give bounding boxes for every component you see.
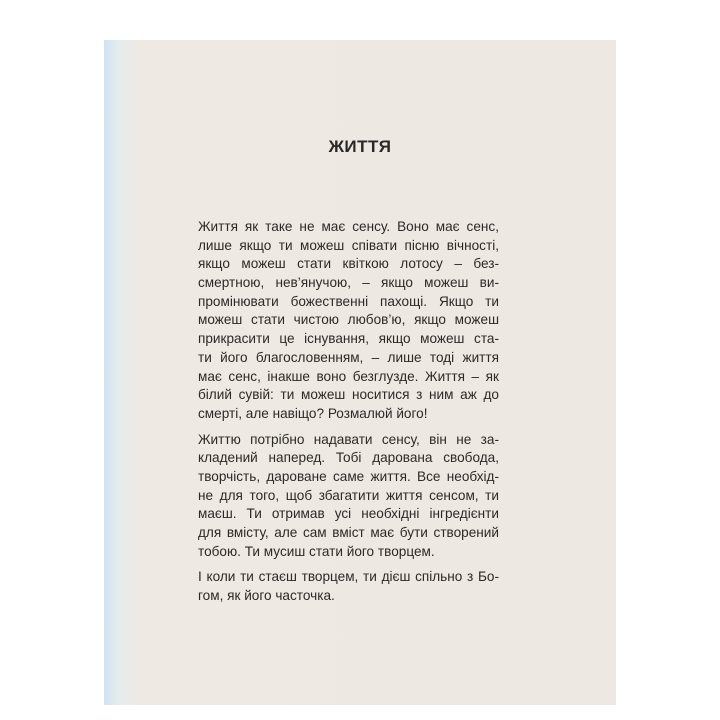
text-line: тобою. Ти мусиш стати його творцем. [198,543,435,559]
paragraph [198,568,499,605]
text-line: гом, як його часточка. [198,588,335,604]
text-line: має сенс, інакше воно безглузде. Життя – як [198,368,499,384]
text-line: можеш стати чистою любов’ю, якщо можеш [198,312,499,328]
text-line: для вмісту, але сам вміст має бути створений [198,525,499,540]
text-line: маєш. Ти отримав усі необхідні інгредієнти [198,506,499,522]
text-line: лише якщо ти можеш співати пісню вічності, [198,237,499,253]
paragraph [198,431,499,562]
text-line: Життю потрібно надавати сенсу, він не за- [198,431,499,447]
text-line: смерті, але навіщо? Розмалюй його! [198,405,428,421]
text-line: смертною, нев’янучою, – якщо можеш ви- [198,275,499,291]
text-line: прикрасити це існування, якщо можеш ста- [198,331,499,347]
text-line: ти його благословенням, – лише тоді життя [198,349,499,365]
body-text [198,218,499,613]
text-line: кладений наперед. Тобі дарована свобода, [198,450,499,466]
text-line: якщо можеш стати квіткою лотосу – без- [198,256,499,272]
text-line: І коли ти стаєш творцем, ти дієш спільно з Бо- [198,569,499,585]
text-line: білий сувій: ти можеш носитися з ним аж до [198,387,499,403]
text-line: промінювати божественні пахощі. Якщо ти [198,293,499,309]
text-line: Життя як таке не має сенсу. Воно має сенс, [198,219,499,234]
text-line: творчість, дароване саме життя. Все необхід- [198,468,499,484]
paragraph [198,218,499,424]
chapter-title: ЖИТТЯ [328,137,392,156]
text-line: не для того, щоб збагатити життя сенсом, ти [198,487,499,503]
